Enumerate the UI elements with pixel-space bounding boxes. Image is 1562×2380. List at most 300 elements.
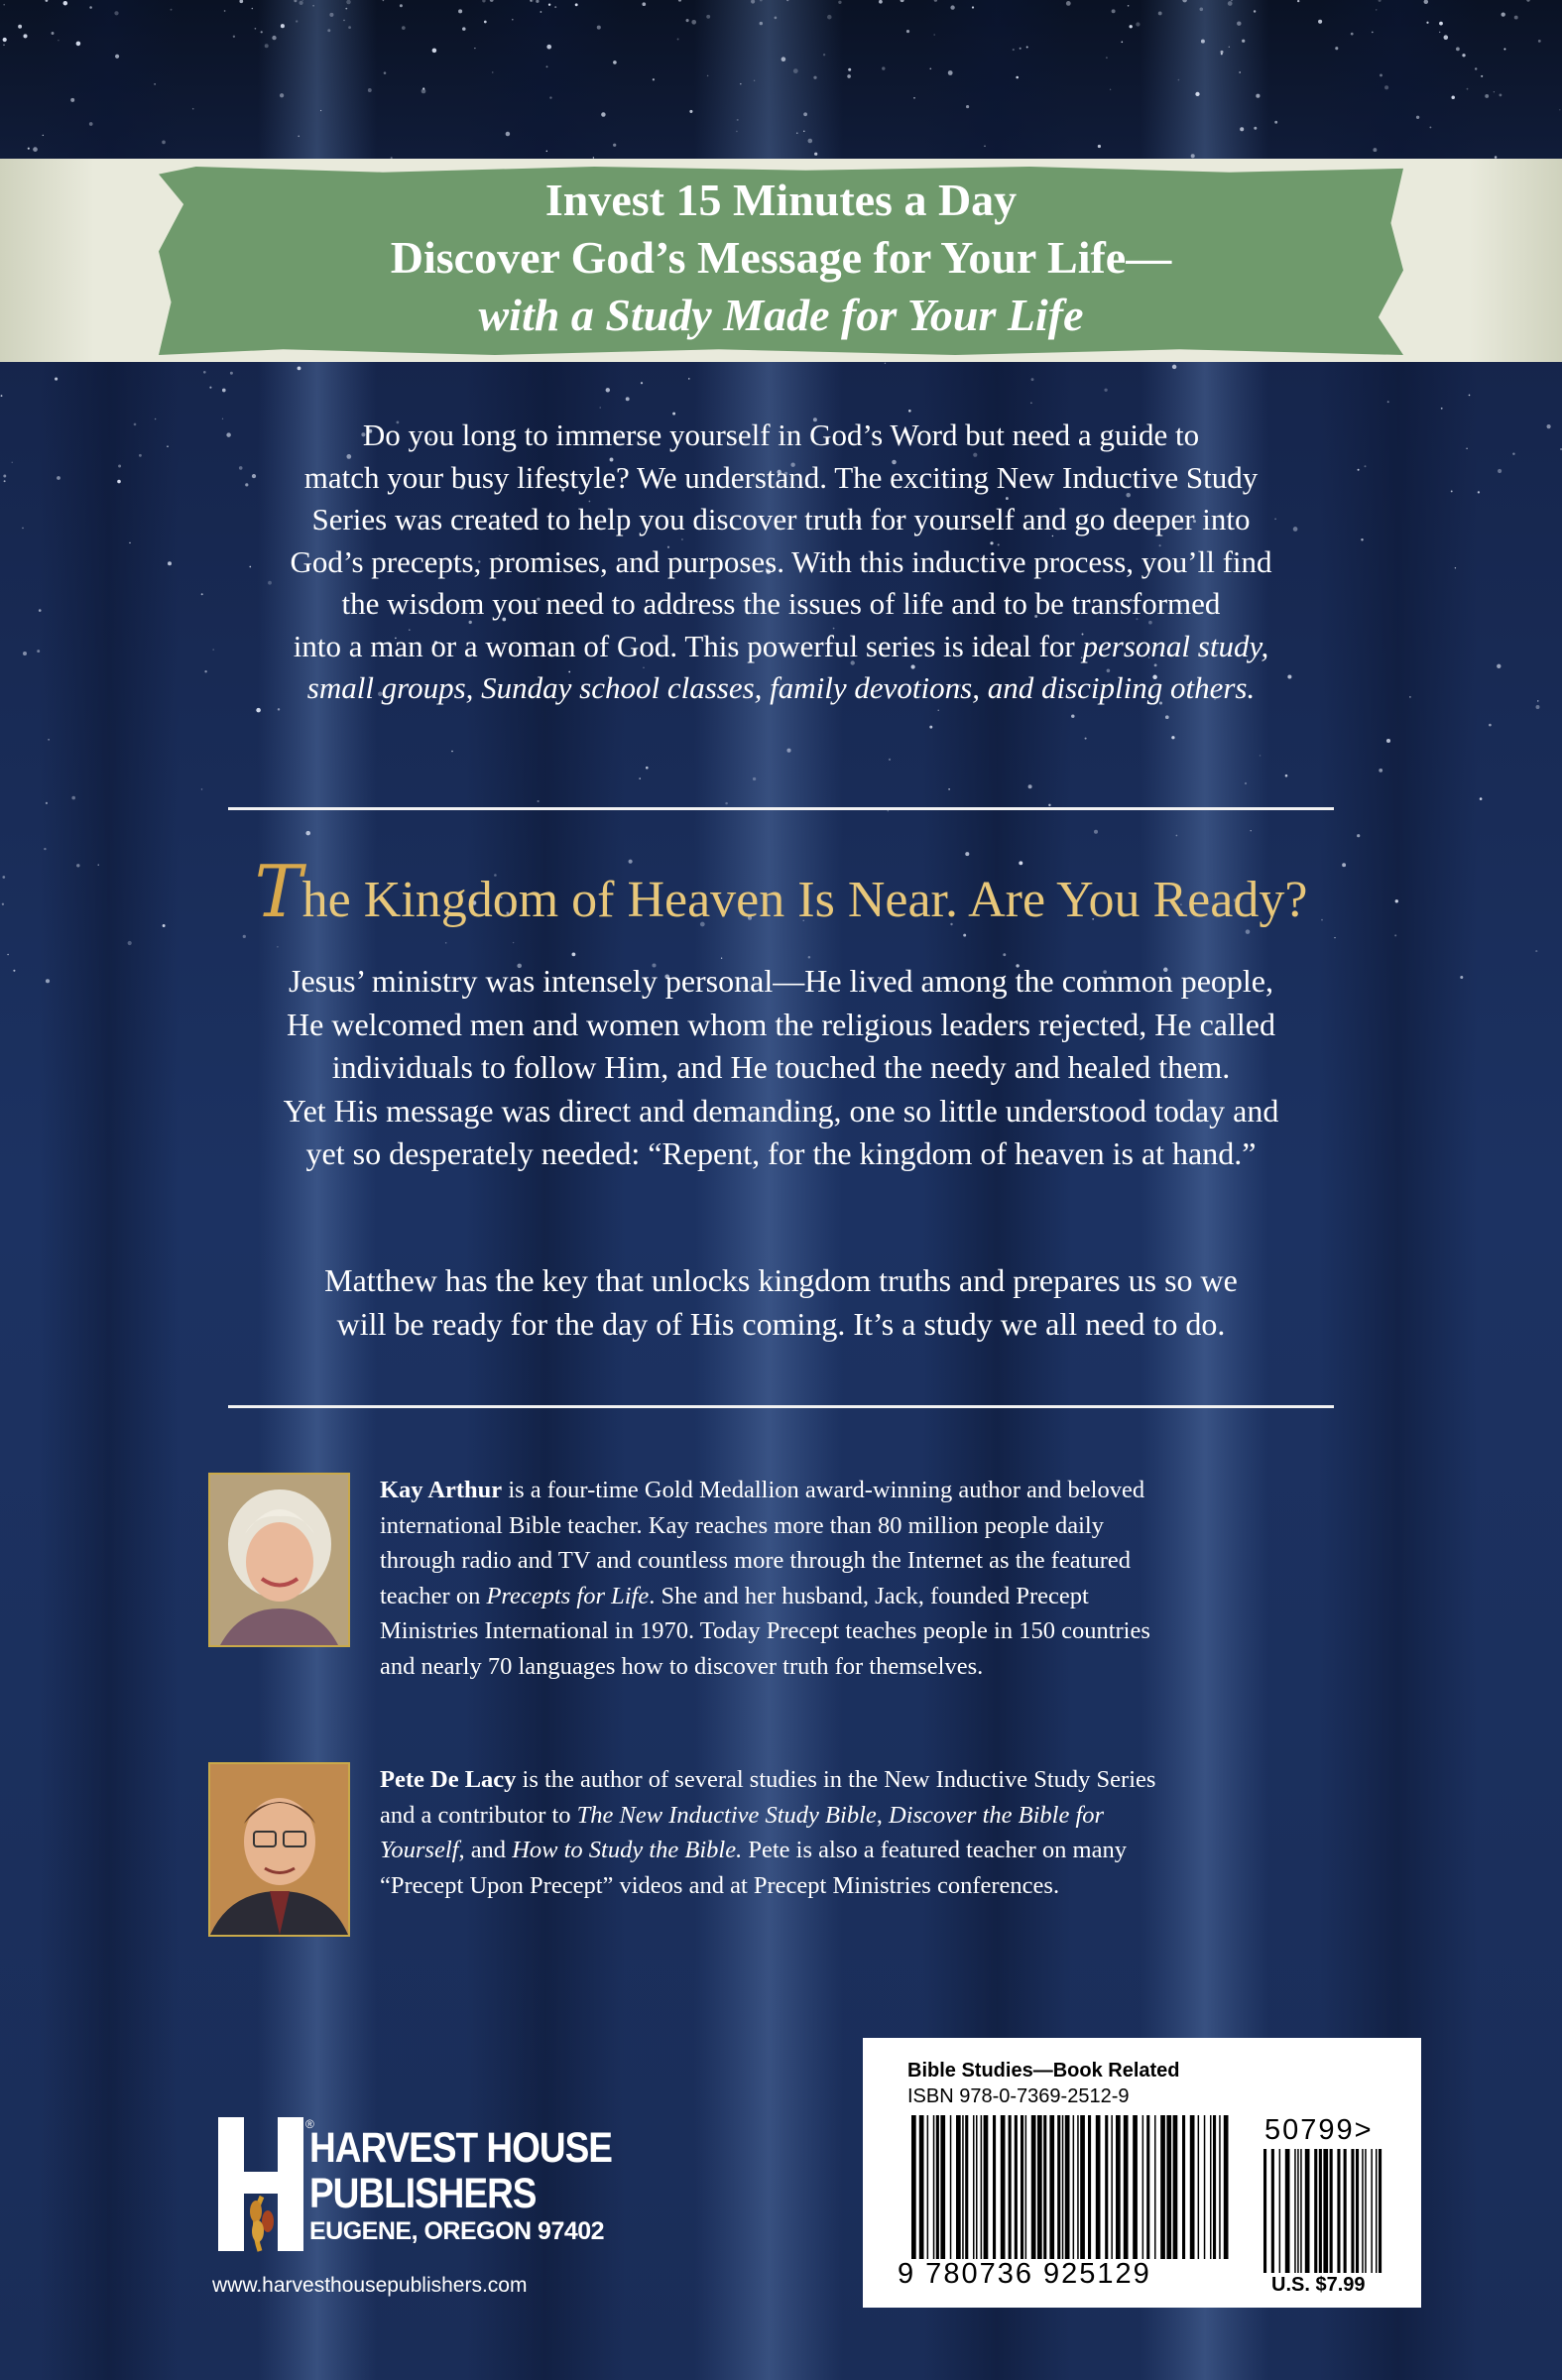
star <box>3 4 5 6</box>
star <box>1239 71 1241 73</box>
barcode-bar <box>940 2115 945 2259</box>
star <box>814 153 817 156</box>
description-line: Matthew has the key that unlocks kingdom truths and prepares us so we <box>324 1262 1238 1298</box>
star <box>1274 121 1277 124</box>
star <box>55 378 58 381</box>
star <box>474 48 475 49</box>
barcode-bar <box>1015 2115 1018 2259</box>
barcode-bar <box>1173 2115 1178 2259</box>
star <box>541 11 542 13</box>
barcode-bar <box>1025 2115 1027 2259</box>
description-line: individuals to follow Him, and He touched the needy and healed them. <box>331 1049 1231 1085</box>
star <box>265 44 269 48</box>
star <box>329 13 333 17</box>
star <box>57 476 60 480</box>
star <box>1498 469 1502 473</box>
star <box>484 21 487 24</box>
barcode-bar <box>976 2115 978 2259</box>
barcode-bar <box>1362 2149 1364 2273</box>
star <box>1441 408 1443 410</box>
star <box>298 367 301 371</box>
barcode-bar <box>1142 2115 1144 2259</box>
star <box>368 88 372 92</box>
bio-line: and nearly 70 languages how to discover truth for themselves. <box>380 1652 984 1680</box>
barcode-bar <box>1344 2149 1347 2273</box>
intro-line: Do you long to immerse yourself in God’s Word but need a guide to <box>362 417 1200 452</box>
star <box>305 831 310 836</box>
bio-line <box>380 1473 1382 1508</box>
star <box>838 1 841 4</box>
divider <box>228 807 1334 810</box>
star <box>1384 85 1388 89</box>
barcode-bar <box>1057 2115 1060 2259</box>
section-heading <box>0 850 1562 934</box>
star <box>1467 88 1469 90</box>
star <box>1409 696 1411 698</box>
star <box>546 151 547 152</box>
star <box>58 40 60 42</box>
star <box>1475 67 1477 69</box>
barcode-bar <box>911 2115 916 2259</box>
intro-line: Series was created to help you discover truth for yourself and go deeper into <box>311 502 1251 536</box>
star <box>492 71 494 73</box>
star <box>1535 950 1537 952</box>
star <box>725 802 728 805</box>
star <box>1016 76 1019 79</box>
star <box>966 105 969 108</box>
barcode-bar <box>1166 2115 1171 2259</box>
star <box>1462 54 1465 57</box>
star <box>1228 1 1233 6</box>
star <box>888 810 890 812</box>
star <box>1538 40 1541 43</box>
star <box>261 31 263 33</box>
star <box>938 710 939 711</box>
description-paragraph-1 <box>149 960 1413 1176</box>
star <box>1260 755 1262 757</box>
star <box>549 96 551 98</box>
star <box>572 953 576 957</box>
author-name: Kay Arthur <box>380 1477 503 1503</box>
star <box>1171 736 1174 739</box>
star <box>320 110 321 111</box>
intro-italic-phrase: personal study, <box>1082 628 1269 663</box>
bio-line <box>380 1798 1382 1834</box>
star <box>37 650 40 653</box>
star <box>7 954 9 956</box>
star <box>1351 33 1354 36</box>
star <box>52 32 55 35</box>
intro-line: match your busy lifestyle? We understand. The exciting New Inductive Study <box>303 459 1259 495</box>
star <box>1297 0 1299 2</box>
star <box>847 74 851 78</box>
barcode-bar <box>1204 2115 1206 2259</box>
star <box>23 652 27 655</box>
star <box>1195 92 1199 96</box>
star <box>255 28 257 30</box>
bio-text: . She and her husband, Jack, founded Precept <box>649 1582 1089 1609</box>
star <box>348 26 351 29</box>
star <box>402 26 406 30</box>
ean-digits: 9 780736 925129 <box>898 2258 1151 2290</box>
barcode-bar <box>1105 2115 1108 2259</box>
bio-kay-arthur <box>380 1473 1382 1684</box>
star <box>1439 22 1443 26</box>
star <box>277 946 279 948</box>
star <box>807 139 812 144</box>
star <box>451 751 453 753</box>
description-line: will be ready for the day of His coming. It’s a study we all need to do. <box>336 1305 1226 1342</box>
barcode-bar <box>965 2115 968 2259</box>
barcode-bar <box>1224 2115 1229 2259</box>
star <box>1379 769 1382 773</box>
star <box>280 93 284 97</box>
star <box>115 55 119 59</box>
barcode-bar <box>993 2115 996 2259</box>
barcode-bar <box>1213 2115 1216 2259</box>
star <box>155 418 157 420</box>
isbn-text: ISBN 978-0-7369-2512-9 <box>907 2085 1130 2107</box>
barcode-bar <box>950 2115 952 2259</box>
banner-line-1: Invest 15 Minutes a Day <box>544 175 1018 225</box>
drop-cap: T <box>254 850 302 933</box>
barcode-bar <box>1356 2149 1359 2273</box>
barcode-bar <box>1376 2149 1378 2273</box>
intro-line-text: into a man or a woman of God. This powerful series is ideal for <box>293 628 1083 663</box>
star <box>1094 830 1098 834</box>
barcode-bar <box>1133 2115 1138 2259</box>
barcode-bar <box>1065 2115 1070 2259</box>
star <box>1158 11 1162 15</box>
star <box>1514 16 1518 20</box>
barcode-bar <box>973 2115 975 2259</box>
star <box>28 148 30 150</box>
star <box>601 112 605 116</box>
star <box>1254 127 1257 130</box>
star <box>1003 953 1006 956</box>
star <box>1237 21 1241 25</box>
barcode-bar <box>1219 2115 1221 2259</box>
star <box>781 57 786 61</box>
ean-barcode <box>907 2115 1235 2259</box>
publisher-name-line-1: HARVEST HOUSE <box>309 2124 612 2172</box>
star <box>827 15 832 20</box>
star <box>1380 73 1382 76</box>
star <box>1503 48 1505 50</box>
star <box>548 3 550 5</box>
barcode-bar <box>1314 2149 1317 2273</box>
star <box>1502 12 1505 16</box>
star <box>1318 20 1322 24</box>
description-paragraph-2 <box>149 1259 1413 1346</box>
star <box>129 542 130 543</box>
barcode-bar <box>984 2115 989 2259</box>
star <box>1455 567 1456 568</box>
barcode-bar <box>1080 2115 1085 2259</box>
bio-line: Ministries International in 1970. Today Precept teaches people in 150 countries <box>380 1617 1150 1644</box>
barcode-bar <box>981 2115 983 2259</box>
barcode-bar <box>1337 2149 1340 2273</box>
star <box>1176 835 1178 837</box>
barcode-bar <box>1285 2149 1290 2273</box>
description-line: Jesus’ ministry was intensely personal—He lived among the common people, <box>289 963 1273 999</box>
star <box>243 935 246 938</box>
star <box>400 4 403 7</box>
bio-text: , <box>876 1801 890 1829</box>
star <box>1066 1 1071 6</box>
barcode-bar <box>1009 2115 1012 2259</box>
star <box>1387 401 1389 403</box>
star <box>808 956 811 959</box>
star <box>1285 774 1288 777</box>
star <box>512 19 514 21</box>
star <box>1376 9 1378 11</box>
star <box>803 112 807 116</box>
star <box>167 445 169 447</box>
registered-mark: ® <box>305 2117 314 2131</box>
star <box>642 2 646 6</box>
star <box>646 767 649 770</box>
star <box>933 34 935 36</box>
star <box>554 6 556 8</box>
barcode-bar <box>1073 2115 1075 2259</box>
star <box>786 749 790 753</box>
barcode-bar <box>1146 2115 1149 2259</box>
author-photo-kay-arthur <box>208 1473 350 1647</box>
barcode-bar <box>1305 2149 1310 2273</box>
description-line: He welcomed men and women whom the religious leaders rejected, He called <box>287 1006 1275 1042</box>
barcode-bar <box>1111 2115 1113 2259</box>
star <box>384 71 387 74</box>
star <box>1254 10 1256 12</box>
star <box>1104 389 1107 392</box>
star <box>796 133 797 134</box>
star <box>1 395 3 397</box>
star <box>1098 145 1101 148</box>
bio-italic-title: The New Inductive Study Bible <box>576 1801 877 1829</box>
barcode-bar <box>1351 2149 1354 2273</box>
star <box>345 8 347 10</box>
addon-barcode <box>1260 2149 1388 2273</box>
star <box>230 372 233 375</box>
star <box>686 19 689 22</box>
star <box>3 475 6 478</box>
star <box>1128 5 1130 7</box>
bio-line: international Bible teacher. Kay reaches more than 80 million people daily <box>380 1511 1104 1539</box>
star <box>1200 8 1204 12</box>
star <box>117 480 121 484</box>
star <box>296 20 298 22</box>
bio-line: “Precept Upon Precept” videos and at Precept Ministries conferences. <box>380 1871 1060 1899</box>
star <box>754 80 755 81</box>
star <box>1357 834 1360 837</box>
bio-text: Pete is also a featured teacher on many <box>742 1837 1127 1863</box>
star <box>43 135 44 136</box>
barcode-bar <box>1031 2115 1036 2259</box>
publisher-block <box>210 2112 627 2306</box>
barcode-bar <box>1371 2149 1373 2273</box>
star <box>312 5 314 7</box>
barcode-bar <box>1116 2115 1121 2259</box>
star <box>1460 976 1463 979</box>
barcode-bar <box>1330 2149 1333 2273</box>
star <box>1026 46 1028 48</box>
star <box>114 11 118 15</box>
star <box>906 30 909 33</box>
star <box>597 26 601 30</box>
star <box>889 759 891 761</box>
star <box>1485 94 1489 98</box>
star <box>972 6 974 8</box>
star <box>740 83 742 85</box>
star <box>1048 804 1050 806</box>
star <box>531 0 533 2</box>
star <box>707 75 709 77</box>
barcode-bar <box>1154 2115 1156 2259</box>
star <box>1489 724 1492 727</box>
star <box>1537 700 1538 701</box>
star <box>1110 89 1111 90</box>
star <box>1229 47 1230 48</box>
star <box>272 36 276 40</box>
star <box>879 0 883 4</box>
star <box>965 852 969 856</box>
star <box>327 29 330 32</box>
star <box>39 609 42 612</box>
star <box>1559 109 1560 110</box>
star <box>546 45 551 50</box>
intro-italic-line: small groups, Sunday school classes, family devotions, and discipling others. <box>306 670 1256 705</box>
star <box>653 78 655 80</box>
star <box>599 407 601 409</box>
star <box>1030 403 1032 405</box>
star <box>706 15 710 19</box>
heading-text: he Kingdom of Heaven Is Near. Are You Ready? <box>301 872 1308 928</box>
star <box>168 561 172 565</box>
star <box>1429 126 1431 128</box>
description-line: Yet His message was direct and demanding, one so little understood today and <box>283 1092 1279 1129</box>
star <box>848 68 851 71</box>
star <box>737 119 739 121</box>
star <box>691 20 696 25</box>
star <box>1165 715 1169 719</box>
star <box>162 141 166 145</box>
intro-line: the wisdom you need to address the issues of life and to be transformed <box>341 586 1221 621</box>
barcode-bar <box>1043 2115 1046 2259</box>
barcode-bar <box>1263 2149 1266 2273</box>
star <box>139 454 142 457</box>
star <box>252 8 254 10</box>
barcode-bar <box>933 2115 935 2259</box>
banner-line-3: with a Study Made for Your Life <box>478 290 1084 340</box>
star <box>1240 127 1244 131</box>
star <box>33 147 38 152</box>
bio-text: teacher on <box>380 1582 487 1609</box>
bio-line <box>380 1579 1382 1614</box>
star <box>1028 784 1032 788</box>
barcode-bar <box>1198 2115 1200 2259</box>
publisher-city: EUGENE, OREGON 97402 <box>309 2217 605 2245</box>
star <box>343 20 345 22</box>
star <box>641 382 643 384</box>
star <box>929 67 931 69</box>
star <box>13 970 15 972</box>
star <box>1172 365 1176 369</box>
star <box>1439 32 1440 33</box>
star <box>1085 738 1087 740</box>
barcode-bar <box>1001 2115 1006 2259</box>
star <box>71 796 75 800</box>
barcode-bar <box>1160 2115 1165 2259</box>
barcode-bar <box>1124 2115 1129 2259</box>
star <box>1136 22 1140 26</box>
star <box>639 777 641 779</box>
star <box>1372 32 1374 34</box>
star <box>677 39 679 41</box>
star <box>76 42 81 47</box>
star <box>1394 934 1396 936</box>
star <box>1071 714 1074 717</box>
barcode-bar <box>1271 2149 1274 2273</box>
star <box>1191 154 1195 158</box>
header-banner <box>0 159 1562 362</box>
bio-italic-title: Yourself <box>380 1837 459 1863</box>
book-category: Bible Studies—Book Related <box>907 2060 1180 2082</box>
barcode-bar <box>1323 2149 1328 2273</box>
intro-paragraph <box>179 415 1383 710</box>
star <box>1020 48 1021 50</box>
star <box>546 65 548 67</box>
barcode-bar <box>1049 2115 1054 2259</box>
star <box>1500 94 1502 97</box>
intro-line <box>179 667 1383 710</box>
star <box>1130 25 1133 28</box>
bio-line <box>380 1762 1382 1798</box>
star <box>192 108 194 110</box>
star <box>1456 48 1460 52</box>
star <box>1497 664 1501 668</box>
star <box>1013 49 1015 51</box>
star <box>1536 705 1540 709</box>
star <box>1245 782 1247 784</box>
star <box>4 480 6 482</box>
addon-digits: 50799> <box>1264 2114 1374 2146</box>
star <box>1416 116 1419 119</box>
star <box>688 378 690 380</box>
star <box>70 98 74 102</box>
star <box>775 17 778 20</box>
barcode-bar <box>1088 2115 1091 2259</box>
star <box>300 1 303 5</box>
barcode-bar <box>1294 2149 1296 2273</box>
star <box>513 942 514 943</box>
star <box>3 45 4 46</box>
star <box>89 122 93 126</box>
star <box>128 941 132 945</box>
star <box>201 788 203 790</box>
star <box>908 410 911 413</box>
star <box>1451 490 1453 492</box>
price: U.S. $7.99 <box>1271 2274 1366 2296</box>
star <box>1031 378 1034 381</box>
star <box>12 462 13 463</box>
barcode-bar <box>1365 2149 1367 2273</box>
barcode-bar <box>1300 2149 1302 2273</box>
star <box>1547 424 1551 428</box>
star <box>948 70 953 75</box>
publisher-url: www.harvesthousepublishers.com <box>212 2274 528 2297</box>
star <box>1121 41 1123 43</box>
